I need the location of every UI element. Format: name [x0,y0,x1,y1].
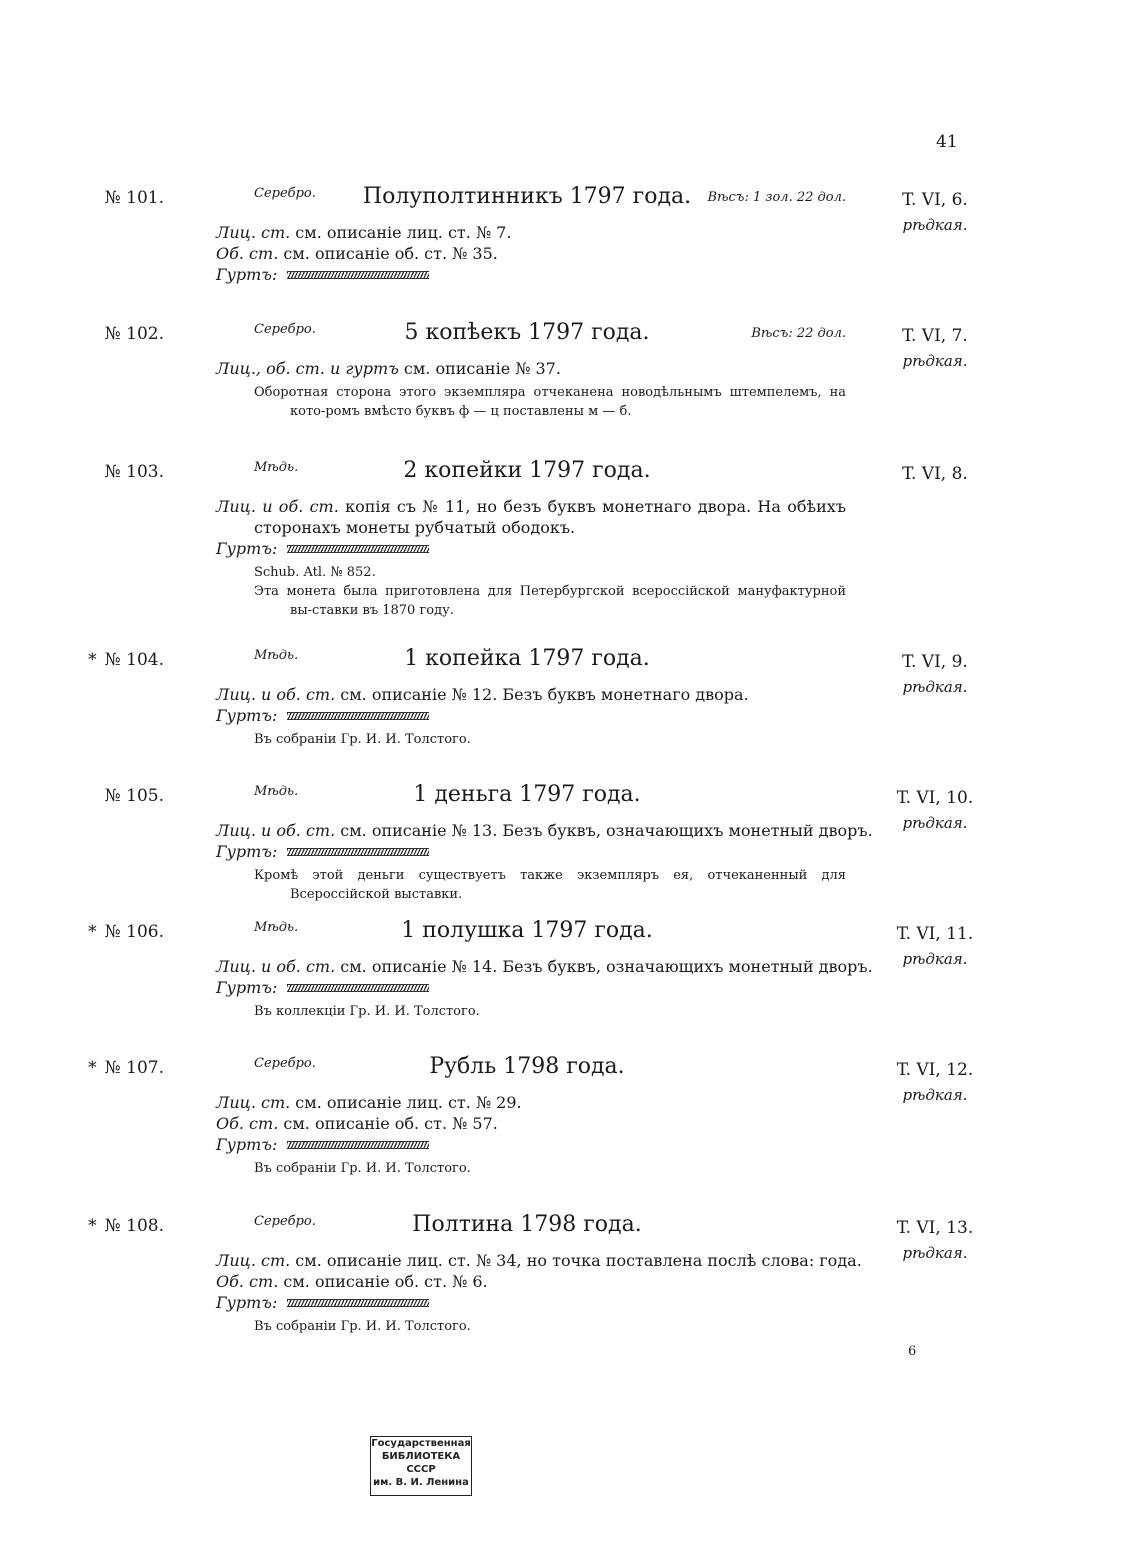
entry-title: 1 копейка 1797 года. [404,646,650,671]
description-line [216,1113,846,1134]
edge-hatching [287,984,429,992]
stamp-line: СССР [406,1464,436,1475]
plate-reference: T. VI, 10. [896,788,974,808]
entry-metal: Серебро. [254,1056,316,1071]
entry-metal: Мѣдь. [254,648,299,663]
rarity-label: рѣдкая. [902,352,968,370]
description-label: Об. ст. [216,244,279,263]
entry-star: * [88,922,97,942]
description-line [216,820,873,841]
description-line [216,1250,862,1271]
plate-reference: T. VI, 12. [896,1060,974,1080]
entry-weight: Вѣсъ: 22 дол. [751,326,846,341]
entry-number-text: № 103. [104,462,164,482]
entry-note: Въ собраніи Гр. И. И. Толстого. [254,732,471,747]
entry-title: 2 копейки 1797 года. [403,458,651,483]
description-text: см. описаніе об. ст. № 6. [278,1272,488,1291]
entry-number [80,650,164,670]
entry-note: Въ коллекціи Гр. И. И. Толстого. [254,1004,480,1019]
edge-line [216,705,846,726]
description-label: Лиц., об. ст. и гуртъ [216,359,399,378]
description-line [216,222,846,243]
description-label: Лиц. ст. [216,1093,291,1112]
stamp-line: БИБЛИОТЕКА [381,1451,461,1462]
entry-metal: Серебро. [254,322,316,337]
plate-reference: T. VI, 6. [902,190,968,210]
description-label: Лиц. ст. [216,223,291,242]
description-text: см. описаніе № 13. Безъ буквъ, означающихъ монетный дворъ. [335,821,873,840]
edge-line [216,538,846,559]
rarity-label: рѣдкая. [902,950,968,968]
description-text: см. описаніе № 37. [398,359,561,378]
entry-note: Эта монета была приготовлена для Петербургской всероссійской мануфактурной вы-ставки въ 1870 году. [254,584,846,618]
edge-line [216,1292,846,1313]
entry-body [216,222,846,285]
plate-reference: T. VI, 13. [896,1218,974,1238]
entry-metal: Мѣдь. [254,920,299,935]
stamp-line: им. В. И. Ленина [373,1477,469,1488]
entry-metal: Серебро. [254,186,316,201]
description-line [216,358,846,379]
description-line [216,496,846,538]
entry-number-text: № 107. [104,1058,164,1078]
rarity-label: рѣдкая. [902,216,968,234]
entry-metal: Серебро. [254,1214,316,1229]
edge-hatching [287,848,429,856]
signature-mark: 6 [908,1344,917,1359]
entry-body [216,1250,862,1336]
edge-label: Гуртъ: [216,1293,278,1312]
edge-line [216,264,846,285]
entry-note: Оборотная сторона этого экземпляра отчеканена новодѣльнымъ штемпелемъ, на кото-ромъ вмѣсто буквъ ф — ц поставлены м — б. [254,385,846,419]
description-text: см. описаніе № 14. Безъ буквъ, означающихъ монетный дворъ. [335,957,873,976]
description-line [216,1092,846,1113]
entry-body [216,820,873,904]
plate-reference: T. VI, 9. [902,652,968,672]
edge-label: Гуртъ: [216,1135,278,1154]
entry-body [216,684,846,749]
entry-title: Полтина 1798 года. [412,1212,642,1237]
entry-number [80,188,164,208]
plate-reference: T. VI, 7. [902,326,968,346]
entry-number-text: № 106. [104,922,164,942]
entry-number-text: № 105. [104,786,164,806]
entry-title: Полуполтинникъ 1797 года. [362,184,692,209]
description-text: см. описаніе лиц. ст. № 34, но точка поставлена послѣ слова: года. [290,1251,862,1270]
description-line [216,243,846,264]
description-label: Лиц. ст. [216,1251,291,1270]
description-label: Об. ст. [216,1272,279,1291]
entry-star: * [88,1216,97,1236]
edge-line [216,977,846,998]
edge-hatching [287,1141,429,1149]
entry-body [216,956,873,1021]
edge-line [216,841,846,862]
entry-body [216,358,846,421]
edge-label: Гуртъ: [216,978,278,997]
edge-label: Гуртъ: [216,539,278,558]
rarity-label: рѣдкая. [902,814,968,832]
library-stamp [370,1436,472,1496]
entry-note: Schub. Atl. № 852. [254,565,376,580]
description-label: Об. ст. [216,1114,279,1133]
entry-body [216,1092,846,1178]
description-text: см. описаніе № 12. Безъ буквъ монетнаго двора. [335,685,749,704]
description-text: см. описаніе лиц. ст. № 7. [290,223,512,242]
description-label: Лиц. и об. ст. [216,685,336,704]
rarity-label: рѣдкая. [902,1244,968,1262]
description-line [216,956,873,977]
page-number: 41 [936,132,958,152]
description-text: см. описаніе лиц. ст. № 29. [290,1093,522,1112]
edge-label: Гуртъ: [216,706,278,725]
edge-label: Гуртъ: [216,842,278,861]
entry-number-text: № 104. [104,650,164,670]
entry-number [80,324,164,344]
edge-hatching [287,271,429,279]
entry-number [80,462,164,482]
plate-reference: T. VI, 8. [902,464,968,484]
entry-number [80,1058,164,1078]
entry-title: 1 деньга 1797 года. [413,782,641,807]
description-line [216,684,846,705]
description-label: Лиц. и об. ст. [216,821,336,840]
entry-note: Кромѣ этой деньги существуетъ также экземпляръ ея, отчеканенный для Всероссійской выставки. [254,868,846,902]
entry-star: * [88,1058,97,1078]
plate-reference: T. VI, 11. [896,924,974,944]
entry-number-text: № 108. [104,1216,164,1236]
entry-number [80,922,164,942]
entry-star: * [88,650,97,670]
entry-note: Въ собраніи Гр. И. И. Толстого. [254,1161,471,1176]
entry-metal: Мѣдь. [254,784,299,799]
stamp-line: Государственная [371,1438,471,1449]
rarity-label: рѣдкая. [902,678,968,696]
entry-number [80,1216,164,1236]
rarity-label: рѣдкая. [902,1086,968,1104]
edge-hatching [287,545,429,553]
entry-number-text: № 102. [104,324,164,344]
entry-title: 5 копѣекъ 1797 года. [404,320,650,345]
description-label: Лиц. и об. ст. [216,497,339,516]
description-text: см. описаніе об. ст. № 35. [278,244,498,263]
entry-weight: Вѣсъ: 1 зол. 22 дол. [707,190,846,205]
entry-number [80,786,164,806]
description-text: копія съ № 11, но безъ буквъ монетнаго двора. На обѣихъ сторонахъ монеты рубчатый ободокъ. [254,497,846,537]
edge-hatching [287,712,429,720]
edge-hatching [287,1299,429,1307]
entry-number-text: № 101. [104,188,164,208]
description-text: см. описаніе об. ст. № 57. [278,1114,498,1133]
edge-label: Гуртъ: [216,265,278,284]
entry-metal: Мѣдь. [254,460,299,475]
entry-body [216,496,846,620]
entry-title: 1 полушка 1797 года. [401,918,653,943]
description-label: Лиц. и об. ст. [216,957,336,976]
entry-note: Въ собраніи Гр. И. И. Толстого. [254,1319,471,1334]
entry-title: Рубль 1798 года. [429,1054,625,1079]
description-line [216,1271,846,1292]
edge-line [216,1134,846,1155]
